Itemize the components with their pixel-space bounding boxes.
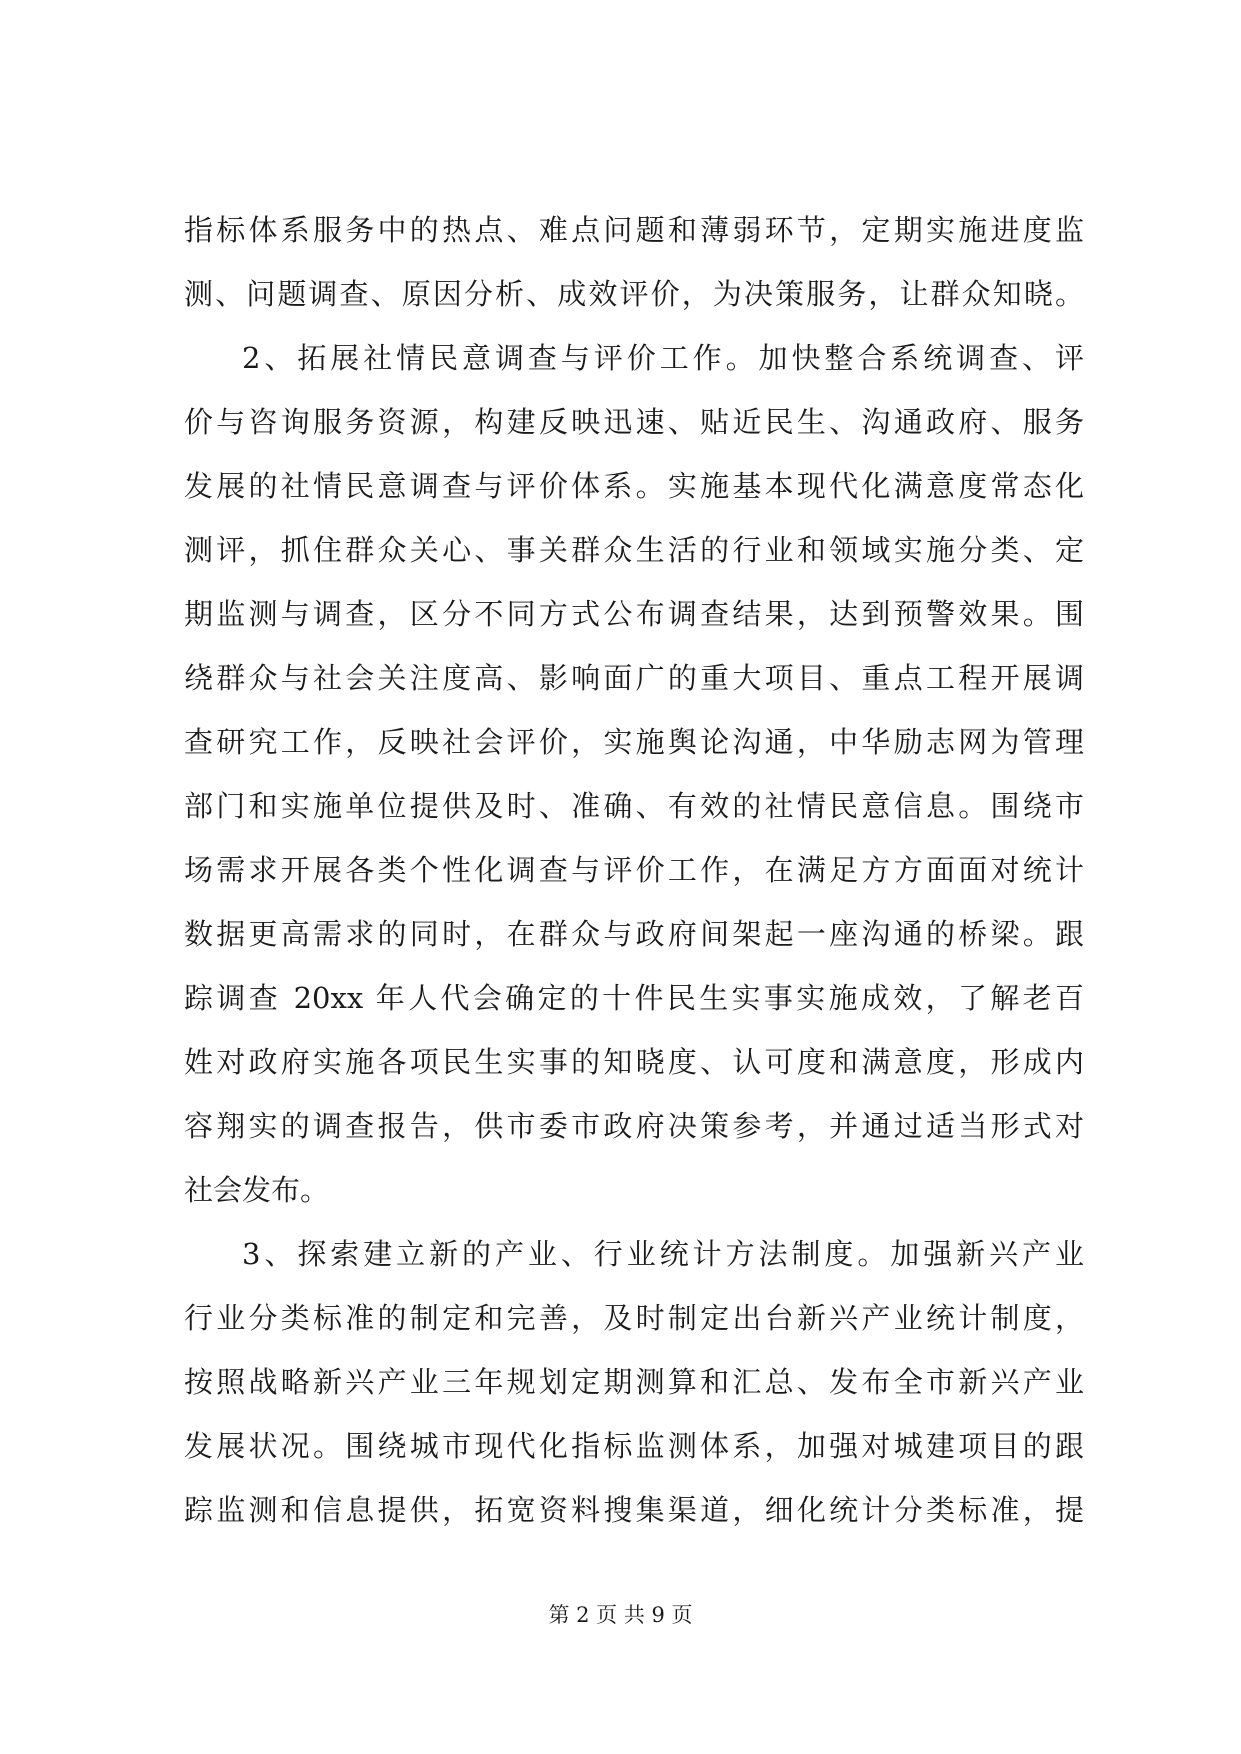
paragraph-end-line: 社会发布。 xyxy=(184,1173,330,1207)
text-line: 场需求开展各类个性化调查与评价工作，在满足方方面面对统计 xyxy=(184,853,1084,887)
text-line: 姓对政府实施各项民生实事的知晓度、认可度和满意度，形成内 xyxy=(184,1045,1084,1079)
text-line: 发展的社情民意调查与评价体系。实施基本现代化满意度常态化 xyxy=(184,469,1084,503)
text-line: 部门和实施单位提供及时、准确、有效的社情民意信息。围绕市 xyxy=(184,789,1084,823)
text-line: 绕群众与社会关注度高、影响面广的重大项目、重点工程开展调 xyxy=(184,661,1084,695)
text-line: 踪调查 20xx 年人代会确定的十件民生实事实施成效，了解老百 xyxy=(184,981,1084,1015)
page-number-footer: 第 2 页 共 9 页 xyxy=(548,1603,693,1627)
text-line: 按照战略新兴产业三年规划定期测算和汇总、发布全市新兴产业 xyxy=(184,1365,1084,1399)
text-line: 查研究工作，反映社会评价，实施舆论沟通，中华励志网为管理 xyxy=(184,725,1084,759)
text-line: 行业分类标准的制定和完善，及时制定出台新兴产业统计制度， xyxy=(184,1301,1084,1335)
text-line: 测、问题调查、原因分析、成效评价，为决策服务，让群众知晓。 xyxy=(184,277,1084,311)
text-line: 发展状况。围绕城市现代化指标监测体系，加强对城建项目的跟 xyxy=(184,1429,1084,1463)
paragraph-start-line: 3、探索建立新的产业、行业统计方法制度。加强新兴产业 xyxy=(242,1237,1084,1271)
text-line: 踪监测和信息提供，拓宽资料搜集渠道，细化统计分类标准，提 xyxy=(184,1493,1084,1527)
text-line: 价与咨询服务资源，构建反映迅速、贴近民生、沟通政府、服务 xyxy=(184,405,1084,439)
text-line: 测评，抓住群众关心、事关群众生活的行业和领域实施分类、定 xyxy=(184,533,1084,567)
paragraph-start-line: 2、拓展社情民意调查与评价工作。加快整合系统调查、评 xyxy=(242,341,1084,375)
text-line: 容翔实的调查报告，供市委市政府决策参考，并通过适当形式对 xyxy=(184,1109,1084,1143)
text-line: 指标体系服务中的热点、难点问题和薄弱环节，定期实施进度监 xyxy=(184,213,1084,247)
text-line: 期监测与调查，区分不同方式公布调查结果，达到预警效果。围 xyxy=(184,597,1084,631)
text-line: 数据更高需求的同时，在群众与政府间架起一座沟通的桥梁。跟 xyxy=(184,917,1084,951)
